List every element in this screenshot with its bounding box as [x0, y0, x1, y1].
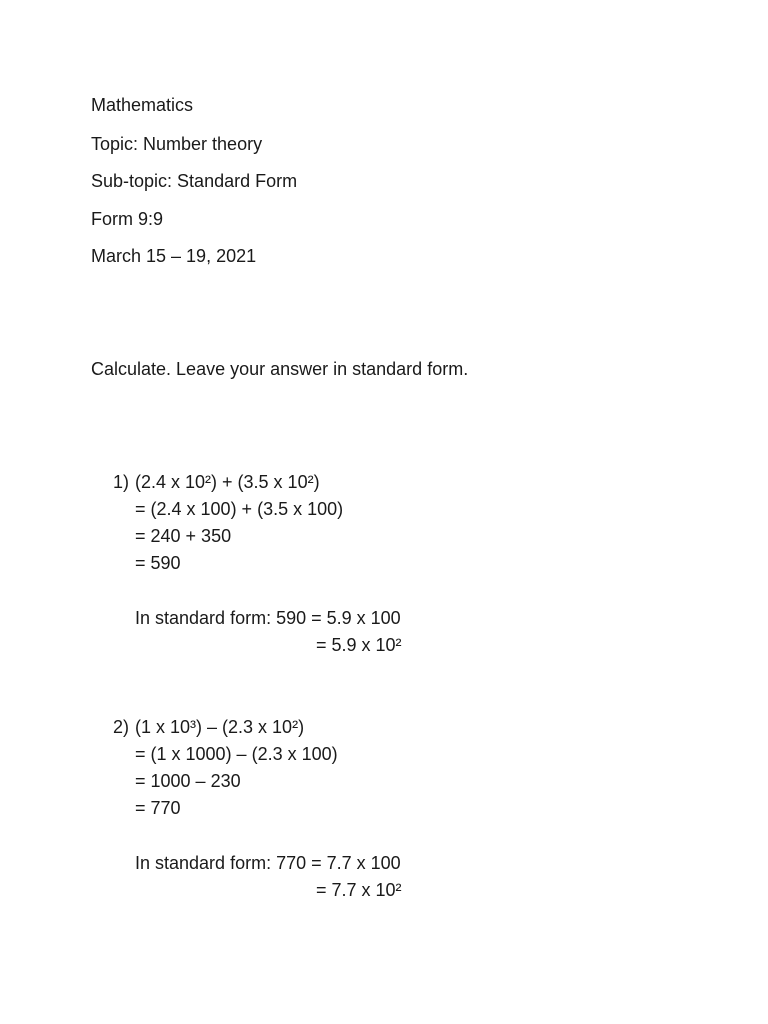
date-line: March 15 – 19, 2021	[91, 246, 257, 266]
problem-expression: (1 x 10³) – (2.3 x 10²)	[135, 717, 305, 737]
problem-expression: (2.4 x 10²) + (3.5 x 10²)	[135, 472, 320, 492]
solution-step: = 1000 – 230	[135, 771, 241, 791]
solution-step: = (1 x 1000) – (2.3 x 100)	[135, 744, 338, 764]
form-line: Form 9:9	[91, 209, 164, 229]
solution-step: = 770	[135, 798, 181, 818]
standard-form-result: = 7.7 x 10²	[316, 880, 402, 900]
standard-form-line: In standard form: 770 = 7.7 x 100	[135, 853, 401, 873]
topic-line: Topic: Number theory	[91, 134, 263, 154]
standard-form-result: = 5.9 x 10²	[316, 635, 402, 655]
subtopic-line: Sub-topic: Standard Form	[91, 171, 298, 191]
subject-heading: Mathematics	[91, 95, 194, 115]
problem-number: 1)	[113, 472, 130, 492]
solution-step: = 240 + 350	[135, 526, 232, 546]
instruction-text: Calculate. Leave your answer in standard form.	[91, 359, 469, 379]
solution-step: = 590	[135, 553, 181, 573]
standard-form-line: In standard form: 590 = 5.9 x 100	[135, 608, 401, 628]
solution-step: = (2.4 x 100) + (3.5 x 100)	[135, 499, 344, 519]
problem-number: 2)	[113, 717, 130, 737]
